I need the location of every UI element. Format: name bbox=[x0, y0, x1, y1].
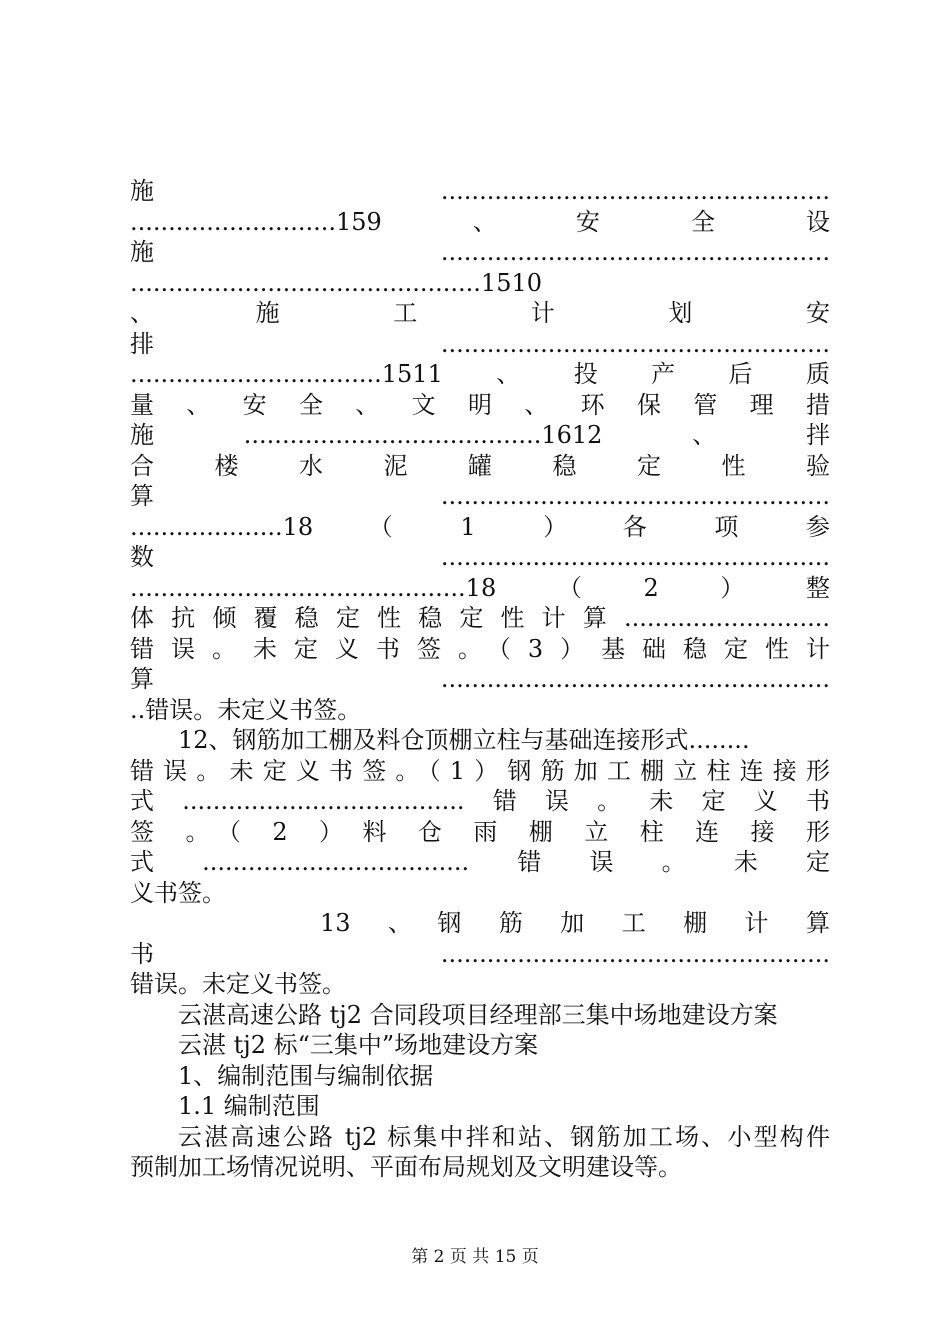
toc-line: 排................................................... bbox=[130, 329, 830, 358]
project-heading: 云湛高速公路 tj2 合同段项目经理部三集中场地建设方案 bbox=[178, 1000, 778, 1029]
toc-line: 式...................................错误。未定 bbox=[130, 848, 830, 876]
toc-line: 签 。 （ 2 ） 料 仓 雨 棚 立 柱 连 接 形 bbox=[130, 817, 830, 846]
toc-line: 错误。未定义书签。（3）基础稳定性计 bbox=[130, 634, 830, 663]
toc-line: 量、安全、文明、环保管理措 bbox=[130, 390, 830, 419]
toc-line: 施.......................................1612、拌 bbox=[130, 421, 830, 449]
toc-line: ...........................159 、 安 全 设 bbox=[130, 207, 830, 236]
toc-line: ............................................18（2）整 bbox=[130, 573, 830, 602]
toc-line: ..错误。未定义书签。 bbox=[130, 695, 362, 724]
subsection-heading: 1.1 编制范围 bbox=[178, 1092, 320, 1120]
toc-line: 算................................................... bbox=[130, 482, 830, 510]
toc-line: 义书签。 bbox=[130, 878, 226, 907]
page-number-footer: 第 2 页 共 15 页 bbox=[411, 1247, 539, 1267]
toc-line: ....................18 （ 1 ） 各 项 参 bbox=[130, 512, 830, 541]
section-heading: 1、编制范围与编制依据 bbox=[178, 1061, 434, 1090]
toc-line: 13 、 钢 筋 加 工 棚 计 算 bbox=[320, 909, 830, 937]
body-paragraph-line: 预制加工场情况说明、平面布局规划及文明建设等。 bbox=[130, 1153, 682, 1181]
toc-line: 施................................................... bbox=[130, 177, 830, 205]
body-paragraph-line: 云湛高速公路 tj2 标集中拌和站、钢筋加工场、小型构件 bbox=[178, 1122, 830, 1151]
toc-line: ..............................................1510 bbox=[130, 268, 543, 297]
toc-line: 式.....................................错误。未定义书 bbox=[130, 787, 830, 815]
toc-line: 算................................................... bbox=[130, 665, 830, 693]
toc-line: 施................................................... bbox=[130, 238, 830, 266]
document-body bbox=[130, 176, 830, 1183]
toc-line: 、 施 工 计 划 安 bbox=[130, 299, 830, 327]
toc-line: 12、钢筋加工棚及料仓顶棚立柱与基础连接形式........ bbox=[178, 726, 750, 754]
toc-line: 错误。未定义书签。 bbox=[130, 970, 346, 998]
plan-title: 云湛 tj2 标“三集中”场地建设方案 bbox=[178, 1031, 539, 1059]
toc-line: 错误。未定义书签。（1）钢筋加工棚立柱连接形 bbox=[130, 756, 830, 785]
toc-line: .................................1511、投产后质 bbox=[130, 360, 830, 388]
toc-line: 书................................................... bbox=[130, 939, 830, 968]
toc-line: 数................................................... bbox=[130, 543, 830, 571]
toc-line: 体抗倾覆稳定性稳定性计算........................... bbox=[130, 604, 830, 632]
toc-line: 合 楼 水 泥 罐 稳 定 性 验 bbox=[130, 451, 830, 480]
